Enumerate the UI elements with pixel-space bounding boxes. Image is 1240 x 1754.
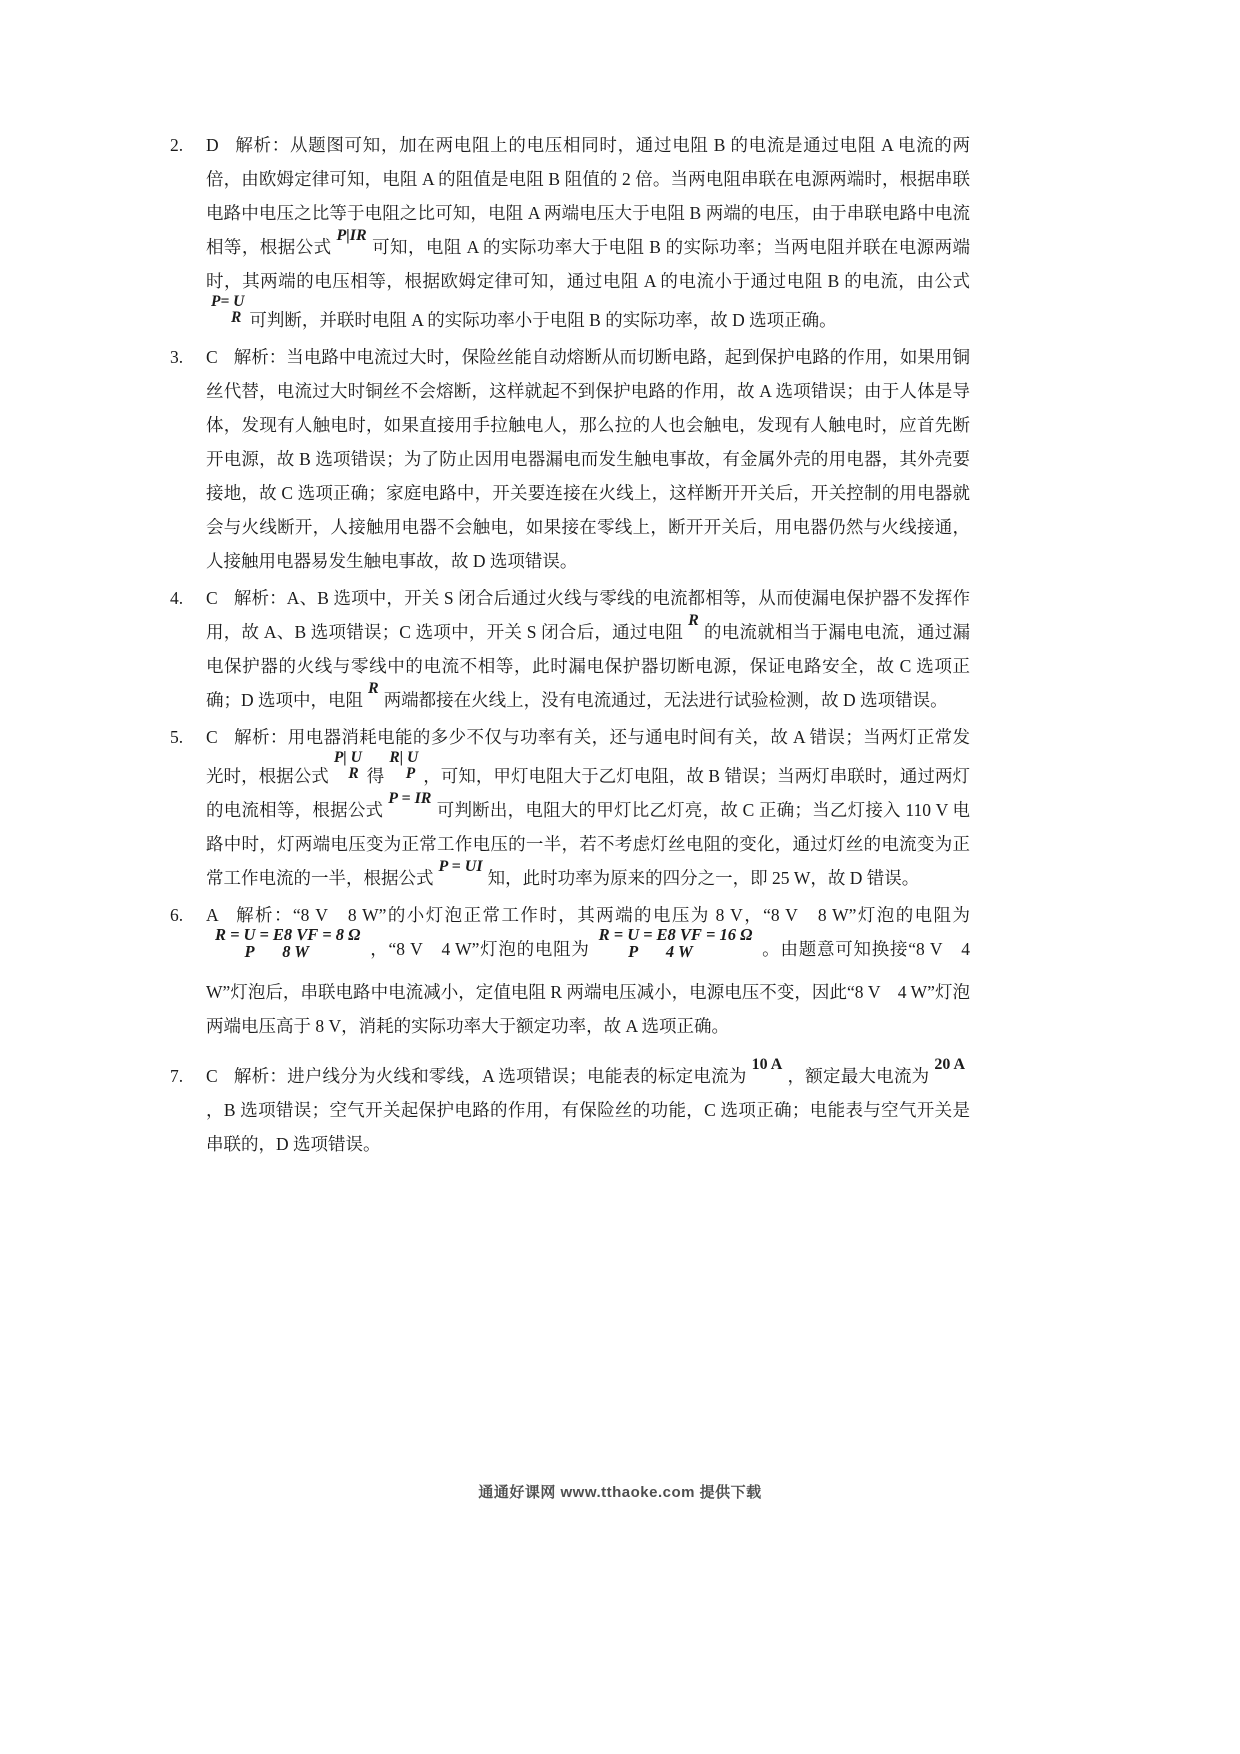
explanation-text: 。由题意可知换接“8 V 4 W”灯泡后，串联电路中电流减小，定值电阻 R 两端电压减小，电源电压不变，因此“8 V 4 W”灯泡两端电压高于 8 V，消耗的实际功率大于额定功率，故 A 选项正确。 [206, 939, 970, 1036]
explanation-text: 解析：进户线分为火线和零线，A 选项错误；电能表的标定电流为 [233, 1066, 747, 1086]
answer-item-5 [168, 720, 970, 895]
explanation-text: 解析：用电器消耗电能的多少不仅与功率有关，还与通电时间有关，故 A 错误；当两灯正常发光时，根据公式 [206, 727, 970, 786]
formula-p-i2r: P = IR [388, 790, 432, 807]
explanation-text: 得 [366, 766, 385, 786]
explanation-text: 解析：A、B 选项中，开关 S 闭合后通过火线与零线的电流都相等，从而使漏电保护器不发挥作用，故 A、B 选项错误；C 选项中，开关 S 闭合后，通过电阻 [206, 588, 970, 642]
answer-item-7 [168, 1056, 970, 1161]
explanation-text: 可判断出，电阻大的甲灯比乙灯亮，故 C 正确；当乙灯接入 110 V 电路中时，灯两端电压变为正常工作电压的一半，若不考虑灯丝电阻的变化，通过灯丝的电流变为正常工作电流的一半，根据公式 [206, 800, 971, 888]
formula-p-u2-over-r: P= U R [211, 293, 245, 326]
answer-item-2 [168, 128, 970, 337]
site-watermark: 通通好课网 www.tthaoke.com 提供下载 [478, 1484, 762, 1501]
formula-r-u2-over-p: R| U P [389, 749, 419, 782]
explanation-text: 解析：当电路中电流过大时，保险丝能自动熔断从而切断电路，起到保护电路的作用，如果用铜丝代替，电流过大时铜丝不会熔断，这样就起不到保护电路的作用，故 A 选项错误；由于人体是导体，发现有人触电时，如果直接用手拉触电人，那么拉的人也会触电，发现有人触电时，应首先断开电源，故 B 选项错误；为了防止因用电器漏电而发生触电事故，有金属外壳的用电器，其外壳要接地，故 C 选项正确；家庭电路中，开关要连接在火线上，这样断开开关后，开关控制的用电器就会与火线断开，人接触用电器不会触电，如果接在零线上，断开开关后，用电器仍然与火线接通，人接触用电器易发生触电事故，故 D 选项错误。 [206, 347, 970, 571]
explanation-text: 知，此时功率为原来的四分之一，即 25 W，故 D 错误。 [487, 868, 920, 888]
explanation-text: 可判断，并联时电阻 A 的实际功率小于电阻 B 的实际功率，故 D 选项正确。 [249, 310, 837, 330]
explanation-text: 的电流就相当于漏电电流，通过漏电保护器的火线与零线中的电流不相等，此时漏电保护器切断电源，保证电路安全，故 C 选项正确；D 选项中，电阻 [206, 622, 971, 710]
value-10a: 10 A [751, 1056, 783, 1073]
formula-p-i2r: P|IR [336, 227, 367, 244]
explanation-text: 解析：从题图可知，加在两电阻上的电压相同时，通过电阻 B 的电流是通过电阻 A 电流的两倍，由欧姆定律可知，电阻 A 的阻值是电阻 B 阻值的 2 倍。当两电阻串联在电源两端时，根据串联电路中电压之比等于电阻之比可知，电阻 A 两端电压大于电阻 B 两端的电压，由于串联电路中电流相等，根据公式 [206, 135, 970, 257]
item-number: 4. [170, 588, 184, 608]
answer-letter: A [206, 905, 219, 925]
explanation-text: ，B 选项错误；空气开关起保护电路的作用，有保险丝的功能，C 选项正确；电能表与空气开关是串联的，D 选项错误。 [206, 1100, 970, 1154]
answer-letter: C [206, 588, 218, 608]
explanation-text: 可知，电阻 A 的实际功率大于电阻 B 的实际功率；当两电阻并联在电源两端时，其两端的电压相等，根据欧姆定律可知，通过电阻 A 的电流小于通过电阻 B 的电流，由公式 [206, 237, 971, 291]
explanation-text: ，“8 V 4 W”灯泡的电阻为 [369, 939, 590, 959]
answer-item-3 [168, 340, 970, 578]
answer-item-4 [168, 581, 970, 717]
item-number: 2. [170, 135, 184, 155]
formula-r-symbol: R [688, 612, 699, 629]
formula-p-u2-over-r: P| U R [333, 749, 362, 782]
item-number: 5. [170, 727, 184, 747]
formula-resistance-8w: R = U P = E8 VF 8 W = 8 Ω [215, 925, 361, 961]
answer-letter: C [206, 347, 218, 367]
item-number: 7. [170, 1066, 184, 1086]
formula-r-symbol: R [368, 680, 379, 697]
item-number: 3. [170, 347, 184, 367]
answer-key-body [168, 128, 970, 1164]
answer-item-6 [168, 898, 970, 1043]
explanation-text: 两端都接在火线上，没有电流通过，无法进行试验检测，故 D 选项错误。 [383, 690, 948, 710]
formula-resistance-4w: R = U P = E8 VF 4 W = 16 Ω [598, 925, 753, 961]
answer-letter: C [206, 727, 218, 747]
answer-letter: C [206, 1066, 218, 1086]
item-number: 6. [170, 905, 184, 925]
value-20a: 20 A [934, 1056, 966, 1073]
explanation-text: ，额定最大电流为 [787, 1066, 930, 1086]
explanation-text: ，可知，甲灯电阻大于乙灯电阻，故 B 错误；当两灯串联时，通过两灯的电流相等，根据公式 [206, 766, 971, 820]
answer-letter: D [206, 135, 219, 155]
explanation-text: 解析：“8 V 8 W”的小灯泡正常工作时，其两端的电压为 8 V，“8 V 8 W”灯泡的电阻为 [234, 905, 970, 925]
formula-p-ui: P = UI [438, 858, 483, 875]
